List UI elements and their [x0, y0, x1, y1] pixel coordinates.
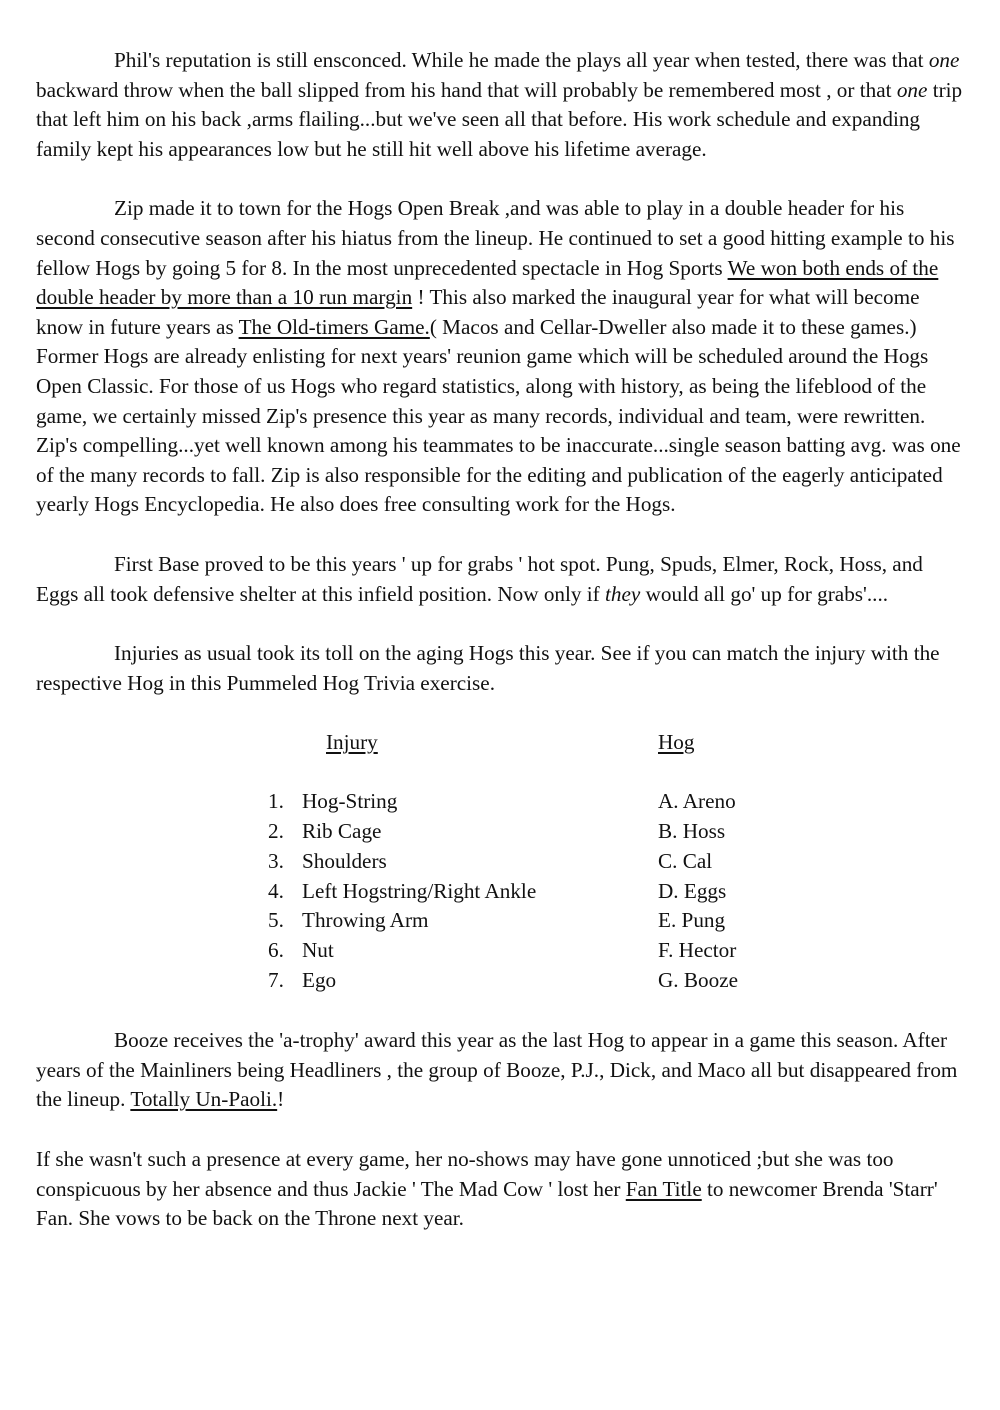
hog-item: G. Booze	[658, 968, 739, 993]
hog-item: E. Pung	[658, 908, 726, 933]
phil-emphasis-1: one	[928, 48, 960, 72]
injury-column-header: Injury	[326, 730, 378, 755]
paragraph-phil	[36, 46, 964, 164]
hog-item: A. Areno	[658, 789, 736, 814]
hog-column-header: Hog	[658, 730, 695, 755]
hog-list	[658, 787, 738, 996]
hog-item: F. Hector	[658, 938, 737, 963]
hog-item: D. Eggs	[658, 878, 727, 903]
injury-item: 4. Left Hogstring/Right Ankle	[268, 878, 537, 903]
first-base-emphasis: they	[605, 581, 641, 606]
zip-underline-3: The Old-timers Game.	[238, 314, 430, 339]
fan-text-2: to newcomer Brenda 'Starr' Fan. She vows to be back on the Throne next year.	[36, 1176, 938, 1231]
fan-text-1: If she wasn't such a presence at every game, her no-shows may have gone unnoticed ;but she was too conspicuous by her absence and thus Jackie ' The Mad Cow ' lost her	[36, 1147, 894, 1201]
injury-item: 3. Shoulders	[268, 848, 387, 873]
fan-underline: Fan Title	[625, 1176, 702, 1201]
phil-text-2: backward throw when the ball slipped from his hand that will probably be remembered most , or that	[36, 77, 897, 102]
hog-item: C. Cal	[658, 848, 713, 873]
injury-item: 1. Hog-String	[268, 789, 398, 814]
paragraph-zip	[36, 194, 964, 520]
zip-text-1: Zip made it to town for the Hogs Open Break ,and was able to play in a double header for his second consecutive season after his hiatus from the lineup. He continued to set a good hitting example to his fellow Hogs by going 5 for 8. In the most unprecedented spectacle in Hog Sports	[36, 196, 955, 280]
trivia-table	[36, 728, 964, 1026]
first-base-text-2: would all go' up for grabs'....	[640, 581, 889, 606]
booze-underline: Totally Un-Paoli.	[130, 1087, 278, 1112]
document-page	[36, 46, 964, 1234]
injury-item: 6. Nut	[268, 938, 334, 963]
booze-text-2: !	[277, 1087, 285, 1112]
zip-text-3: ! This also marked the inaugural year for what will become know in future years as	[36, 285, 920, 339]
first-base-text-1: First Base proved to be this years ' up for grabs ' hot spot. Pung, Spuds, Elmer, Rock, Hoss, and Eggs all took defensive shelter at this infield position. Now only if	[36, 551, 923, 606]
zip-underline-1: We won both ends of the	[727, 255, 939, 280]
phil-text-1: Phil's reputation is still ensconced. While he made the plays all year when tested, there was that	[114, 48, 929, 72]
injury-item: 2. Rib Cage	[268, 819, 382, 844]
booze-text-1: Booze receives the 'a-trophy' award this year as the last Hog to appear in a game this season. After years of the Mainliners being Headliners , the group of Booze, P.J., Dick, and Maco all but disappeared from the lineup.	[36, 1028, 958, 1112]
injury-list	[268, 787, 536, 996]
paragraph-fan	[36, 1145, 964, 1234]
phil-emphasis-2: one	[896, 77, 928, 102]
phil-text-3: trip that left him on his back ,arms flailing...but we've seen all that before. His work schedule and expanding family kept his appearances low but he still hit well above his lifetime average.	[36, 77, 963, 161]
injury-item: 7. Ego	[268, 968, 337, 993]
zip-text-4: ( Macos and Cellar-Dweller also made it to these games.) Former Hogs are already enlisting for next years' reunion game which will be scheduled around the Hogs Open Classic. For those of us Hogs who regard statistics, along with history, as being the lifeblood of the game, we certainly missed Zip's presence this year as many records, individual and team, were rewritten. Zip's compelling...yet well known among his teammates to be inaccurate...single season batting avg. was one of the many records to fall. Zip is also responsible for the editing and publication of the eagerly anticipated yearly Hogs Encyclopedia. He also does free consulting work for the Hogs.	[36, 314, 961, 517]
zip-underline-2: double header by more than a 10 run margin	[36, 285, 413, 310]
paragraph-injuries	[36, 639, 964, 698]
injury-item: 5. Throwing Arm	[268, 908, 429, 933]
paragraph-first-base	[36, 550, 964, 609]
paragraph-booze	[36, 1026, 964, 1115]
injuries-text: Injuries as usual took its toll on the aging Hogs this year. See if you can match the injury with the respective Hog in this Pummeled Hog Trivia exercise.	[36, 641, 940, 695]
hog-item: B. Hoss	[658, 819, 726, 844]
